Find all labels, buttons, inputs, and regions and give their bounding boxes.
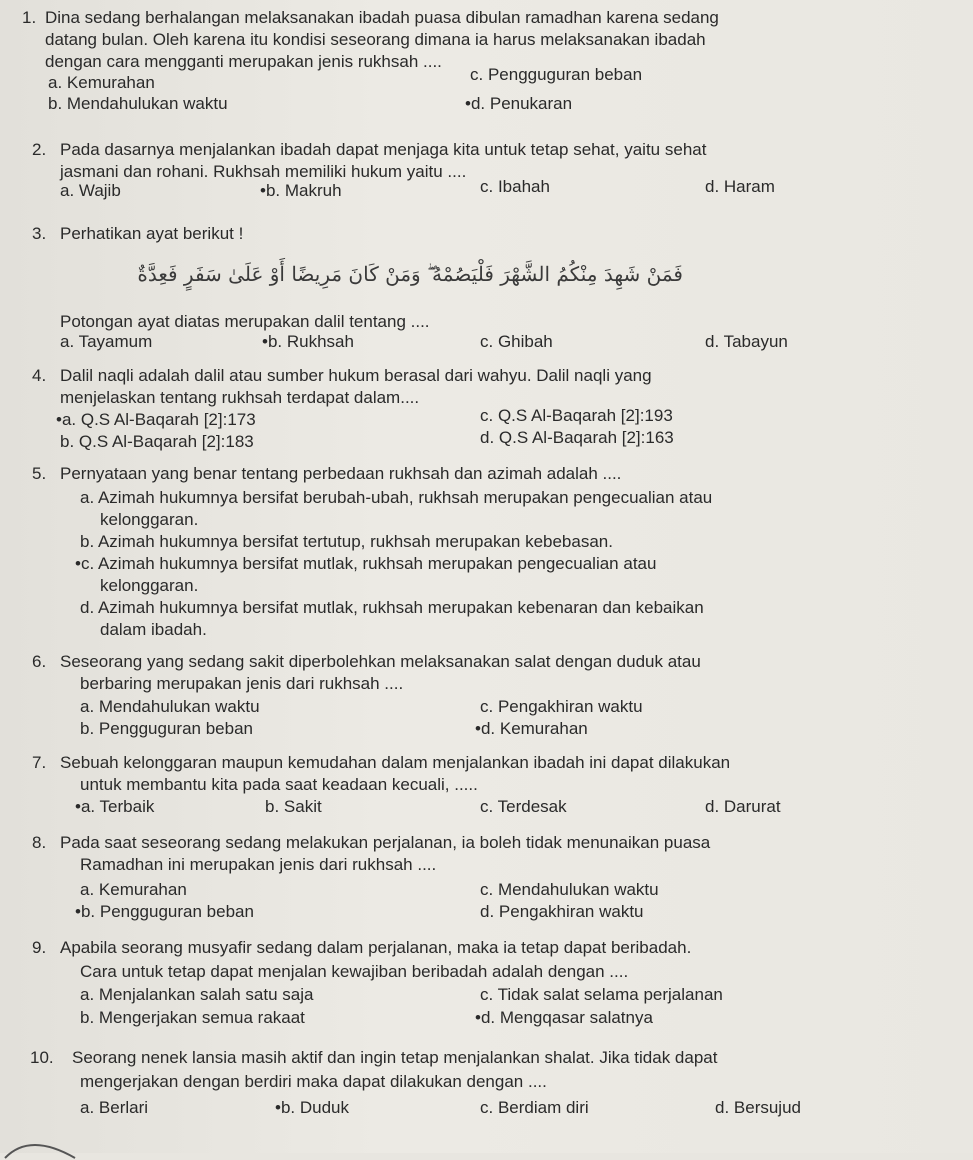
option-c: c. Pengguguran beban xyxy=(470,65,643,84)
question-text: dengan cara mengganti merupakan jenis rukhsah .... xyxy=(45,52,442,71)
option-d: d. Tabayun xyxy=(705,332,788,351)
option-b: b. Sakit xyxy=(265,797,322,816)
option-c: c. Tidak salat selama perjalanan xyxy=(480,985,723,1004)
option-b: b. Pengguguran beban xyxy=(80,719,253,738)
question-text: Apabila seorang musyafir sedang dalam perjalanan, maka ia tetap dapat beribadah. xyxy=(60,938,692,957)
page-edge-mark xyxy=(0,1130,80,1160)
question-text: mengerjakan dengan berdiri maka dapat dilakukan dengan .... xyxy=(80,1072,547,1091)
option-a: •a. Terbaik xyxy=(75,797,155,816)
option-d: •d. Penukaran xyxy=(465,94,573,113)
option-a: a. Menjalankan salah satu saja xyxy=(80,985,314,1004)
option-a: a. Wajib xyxy=(60,181,121,200)
question-number: 5. xyxy=(32,464,47,483)
question-text: Pernyataan yang benar tentang perbedaan rukhsah dan azimah adalah .... xyxy=(60,464,622,483)
question-number: 6. xyxy=(32,652,47,671)
question-text: berbaring merupakan jenis dari rukhsah .... xyxy=(80,674,404,693)
option-d: d. Haram xyxy=(705,177,775,196)
option-a: a. Berlari xyxy=(80,1098,149,1117)
option-c: c. Terdesak xyxy=(480,797,567,816)
question-text: datang bulan. Oleh karena itu kondisi seseorang dimana ia harus melaksanakan ibadah xyxy=(45,30,706,49)
question-number: 9. xyxy=(32,938,47,957)
option-c: c. Ghibah xyxy=(480,332,553,351)
option-b: •b. Pengguguran beban xyxy=(75,902,254,921)
question-number: 4. xyxy=(32,366,47,385)
option-b: b. Q.S Al-Baqarah [2]:183 xyxy=(60,432,254,451)
option-b: •b. Rukhsah xyxy=(262,332,354,351)
question-text: menjelaskan tentang rukhsah terdapat dalam.... xyxy=(60,388,420,407)
option-d: d. Bersujud xyxy=(715,1098,801,1117)
option-a: a. Mendahulukan waktu xyxy=(80,697,260,716)
option-b: •b. Duduk xyxy=(275,1098,349,1117)
question-text: jasmani dan rohani. Rukhsah memiliki hukum yaitu .... xyxy=(60,162,467,181)
option-c-continued: kelonggaran. xyxy=(100,576,199,595)
option-d: •d. Kemurahan xyxy=(475,719,588,738)
question-text: Sebuah kelonggaran maupun kemudahan dalam menjalankan ibadah ini dapat dilakukan xyxy=(60,753,731,772)
option-c: c. Ibahah xyxy=(480,177,550,196)
option-c: c. Mendahulukan waktu xyxy=(480,880,659,899)
option-a: •a. Q.S Al-Baqarah [2]:173 xyxy=(56,410,256,429)
question-text: Cara untuk tetap dapat menjalan kewajiban beribadah adalah dengan .... xyxy=(80,962,629,981)
option-b: b. Mendahulukan waktu xyxy=(48,94,228,113)
option-b: b. Mengerjakan semua rakaat xyxy=(80,1008,305,1027)
question-text: Pada dasarnya menjalankan ibadah dapat menjaga kita untuk tetap sehat, yaitu sehat xyxy=(60,140,707,159)
option-a: a. Kemurahan xyxy=(80,880,187,899)
question-number: 3. xyxy=(32,224,47,243)
option-c: c. Q.S Al-Baqarah [2]:193 xyxy=(480,406,673,425)
question-text: Ramadhan ini merupakan jenis dari rukhsah .... xyxy=(80,855,437,874)
question-text: Pada saat seseorang sedang melakukan perjalanan, ia boleh tidak menunaikan puasa xyxy=(60,833,711,852)
question-text: Seorang nenek lansia masih aktif dan ingin tetap menjalankan shalat. Jika tidak dapat xyxy=(72,1048,718,1067)
arabic-verse: فَمَنْ شَهِدَ مِنْكُمُ الشَّهْرَ فَلْيَصُمْهُ ۖ وَمَنْ كَانَ مَرِيضًا أَوْ عَلَىٰ سَفَرٍ فَعِدَّةٌ xyxy=(137,262,683,286)
option-c: c. Pengakhiran waktu xyxy=(480,697,643,716)
option-a-continued: kelonggaran. xyxy=(100,510,199,529)
question-text: Seseorang yang sedang sakit diperbolehkan melaksanakan salat dengan duduk atau xyxy=(60,652,701,671)
option-d-continued: dalam ibadah. xyxy=(100,620,207,639)
option-d: d. Azimah hukumnya bersifat mutlak, rukhsah merupakan kebenaran dan kebaikan xyxy=(80,598,704,617)
question-text: untuk membantu kita pada saat keadaan kecuali, ..... xyxy=(80,775,478,794)
option-c: •c. Azimah hukumnya bersifat mutlak, rukhsah merupakan pengecualian atau xyxy=(75,554,657,573)
question-text: Perhatikan ayat berikut ! xyxy=(60,224,244,243)
option-b: b. Azimah hukumnya bersifat tertutup, rukhsah merupakan kebebasan. xyxy=(80,532,613,551)
question-text: Dina sedang berhalangan melaksanakan ibadah puasa dibulan ramadhan karena sedang xyxy=(45,8,719,27)
question-text: Potongan ayat diatas merupakan dalil tentang .... xyxy=(60,312,430,331)
option-d: d. Pengakhiran waktu xyxy=(480,902,644,921)
option-a: a. Kemurahan xyxy=(48,73,155,92)
question-number: 10. xyxy=(30,1048,54,1067)
option-d: d. Q.S Al-Baqarah [2]:163 xyxy=(480,428,674,447)
question-text: Dalil naqli adalah dalil atau sumber hukum berasal dari wahyu. Dalil naqli yang xyxy=(60,366,652,385)
question-number: 1. xyxy=(22,8,37,27)
option-b: •b. Makruh xyxy=(260,181,342,200)
option-c: c. Berdiam diri xyxy=(480,1098,589,1117)
option-a: a. Azimah hukumnya bersifat berubah-ubah, rukhsah merupakan pengecualian atau xyxy=(80,488,713,507)
option-d: •d. Mengqasar salatnya xyxy=(475,1008,653,1027)
option-d: d. Darurat xyxy=(705,797,781,816)
question-number: 2. xyxy=(32,140,47,159)
question-number: 8. xyxy=(32,833,47,852)
option-a: a. Tayamum xyxy=(60,332,153,351)
question-number: 7. xyxy=(32,753,47,772)
